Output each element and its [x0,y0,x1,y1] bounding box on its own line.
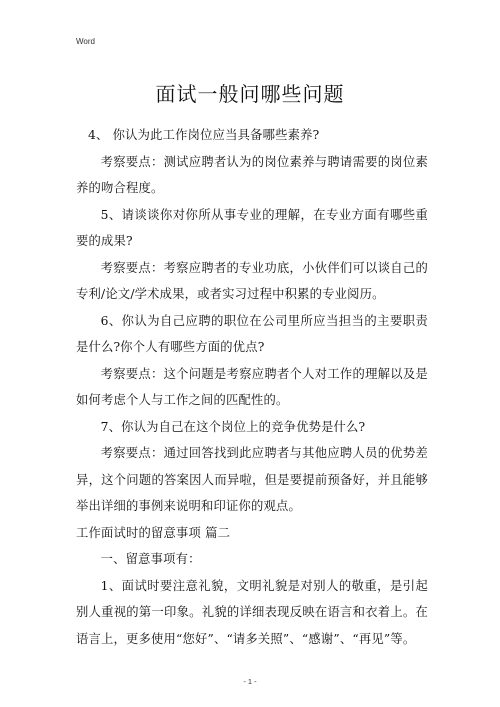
answer-7: 考察要点：通过回答找到此应聘者与其他应聘人员的优势差异，这个问题的答案因人而异啦，但是要提前预备好，并且能够举出详细的事例来说明和印证你的观点。 [76,446,428,513]
note-1: 1、面试时要注意礼貌，文明礼貌是对别人的敬重，是引起别人重视的第一印象。礼貌的详细表现反映在语言和衣着上。在语言上，更多使用“您好”、“请多关照”、“感谢”、“再见”等。 [76,578,428,646]
section-heading: 工作面试时的留意事项 篇二 [76,525,231,540]
document-body [76,122,428,652]
subsection-heading: 一、留意事项有： [100,552,201,566]
answer-6: 考察要点：这个问题是考察应聘者个人对工作的理解以及是如何考虑个人与工作之间的匹配性的。 [76,366,428,407]
question-4: 4、 你认为此工作岗位应当具备哪些素养? [88,128,320,142]
question-5: 5、请谈谈你对你所从事专业的理解，在专业方面有哪些重要的成果? [76,207,428,248]
page-number: - 1 - [243,677,257,686]
question-7: 7、你认为自己在这个岗位上的竞争优势是什么? [100,419,366,434]
document-title: 面试一般问哪些问题 [155,82,345,106]
answer-5: 考察要点：考察应聘者的专业功底，小伙伴们可以谈自己的专利/论文/学术成果，或者实习过程中积累的专业阅历。 [76,260,428,301]
answer-4: 考察要点：测试应聘者认为的岗位素养与聘请需要的岗位素养的吻合程度。 [76,154,428,195]
header-label: Word [76,37,95,46]
question-6: 6、你认为自己应聘的职位在公司里所应当担当的主要职责是什么?你个人有哪些方面的优点? [76,313,428,354]
